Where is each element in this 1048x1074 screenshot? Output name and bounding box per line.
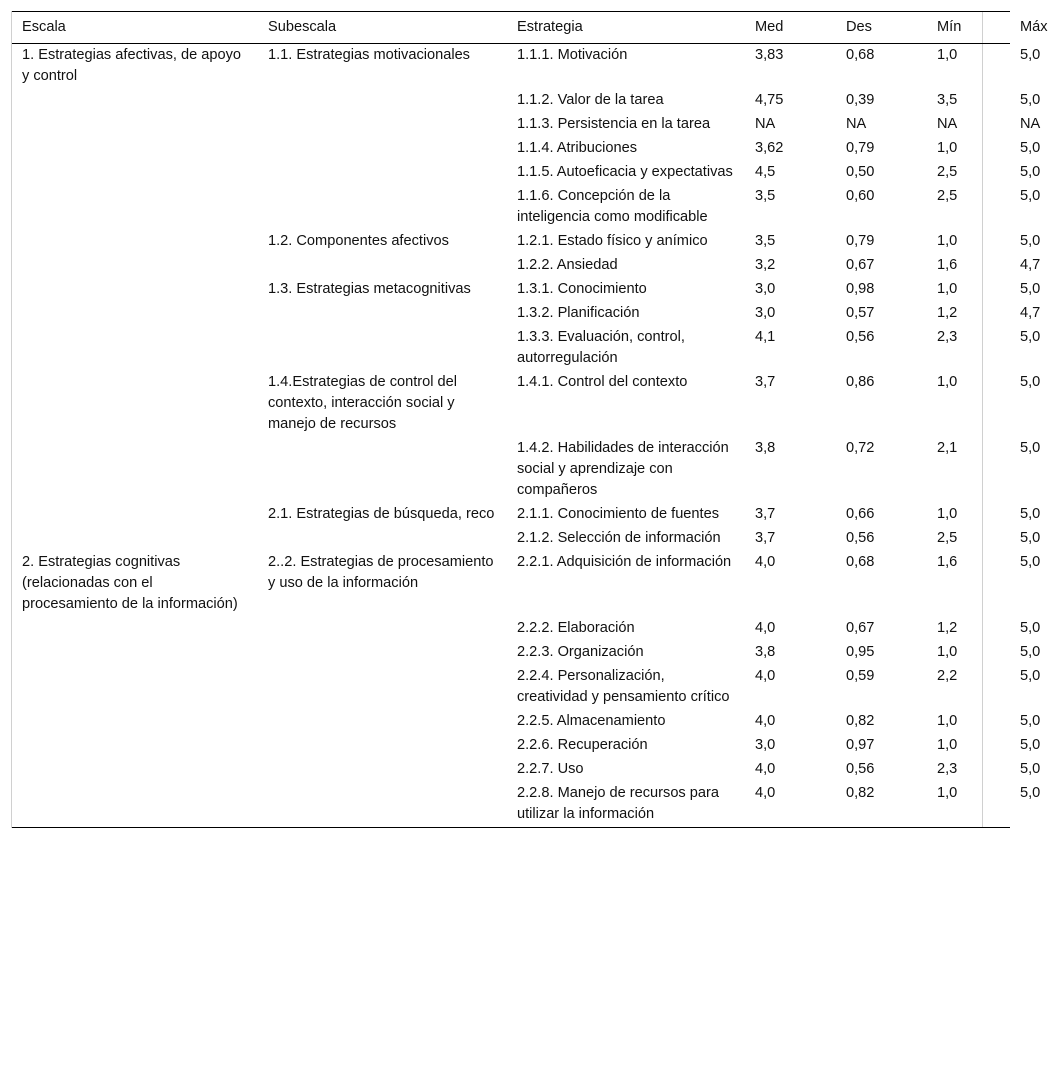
table-body: [12, 44, 1041, 828]
header-estrategia: Estrategia: [507, 12, 745, 44]
cell-med: 3,0: [755, 305, 776, 321]
cell-escala: [12, 301, 258, 325]
table-header: [12, 12, 1048, 44]
cell-escala: [12, 370, 258, 436]
cell-des: NA: [846, 116, 867, 132]
cell-subescala: [258, 526, 507, 550]
cell-min: 2,3: [937, 329, 958, 345]
cell-subescala: [258, 616, 507, 640]
header-min: Mín: [927, 12, 1010, 44]
table-row: 1. Estrategias afectivas, de apoyo y control 1.1. Estrategias motivacionales 1.1.1. Motivación 3,83 0,68 1,0 5,0: [12, 44, 1010, 89]
cell-subescala: 1.1. Estrategias motivacionales: [268, 47, 470, 63]
cell-des: 0,59: [846, 668, 875, 684]
cell-subescala: 1.2. Componentes afectivos: [268, 233, 449, 249]
cell-min: 1,0: [937, 374, 958, 390]
table-row: 1.1.3. Persistencia en la tarea NA NA NA NA: [12, 112, 1010, 136]
cell-min: 2,3: [937, 761, 958, 777]
cell-min: 1,2: [937, 305, 958, 321]
cell-estrategia: 1.1.4. Atribuciones: [517, 140, 638, 156]
cell-escala: [12, 781, 258, 828]
cell-escala: 1. Estrategias afectivas, de apoyo y control: [22, 47, 242, 84]
table-row: 1.2. Componentes afectivos 1.2.1. Estado físico y anímico 3,5 0,79 1,0 5,0: [12, 229, 1010, 253]
cell-min: NA: [937, 116, 958, 132]
table-row: 1.3.2. Planificación 3,0 0,57 1,2 4,7: [12, 301, 1010, 325]
table-row: 2.1.2. Selección de información 3,7 0,56 2,5 5,0: [12, 526, 1010, 550]
cell-des: 0,67: [846, 257, 875, 273]
cell-escala: [12, 757, 258, 781]
cell-escala: [12, 709, 258, 733]
cell-des: 0,50: [846, 164, 875, 180]
cell-subescala: [258, 640, 507, 664]
table-row: 1.2.2. Ansiedad 3,2 0,67 1,6 4,7: [12, 253, 1010, 277]
cell-subescala: [258, 664, 507, 709]
cell-estrategia: 2.2.6. Recuperación: [517, 737, 648, 753]
cell-subescala: [258, 301, 507, 325]
cell-subescala: [258, 709, 507, 733]
cell-med: 4,0: [755, 713, 776, 729]
cell-estrategia: 1.3.2. Planificación: [517, 305, 640, 321]
header-escala: Escala: [12, 12, 258, 44]
cell-min: 2,5: [937, 530, 958, 546]
cell-subescala: [258, 436, 507, 502]
cell-des: 0,86: [846, 374, 875, 390]
cell-estrategia: 1.1.3. Persistencia en la tarea: [517, 116, 711, 132]
cell-min: 2,1: [937, 440, 958, 456]
cell-escala: [12, 664, 258, 709]
cell-escala: [12, 325, 258, 370]
table-row: 2.1. Estrategias de búsqueda, reco 2.1.1. Conocimiento de fuentes 3,7 0,66 1,0 5,0: [12, 502, 1010, 526]
cell-escala: [12, 253, 258, 277]
cell-estrategia: 1.4.2. Habilidades de interacción social y aprendizaje con compañeros: [517, 440, 729, 498]
cell-subescala: [258, 253, 507, 277]
cell-estrategia: 1.4.1. Control del contexto: [517, 374, 688, 390]
cell-des: 0,66: [846, 506, 875, 522]
cell-des: 0,56: [846, 329, 875, 345]
cell-min: 1,2: [937, 620, 958, 636]
cell-des: 0,68: [846, 554, 875, 570]
cell-estrategia: 2.2.3. Organización: [517, 644, 644, 660]
table-row: 2.2.4. Personalización, creatividad y pensamiento crítico 4,0 0,59 2,2 5,0: [12, 664, 1010, 709]
cell-escala: [12, 112, 258, 136]
cell-med: 3,83: [755, 47, 784, 63]
table-row: 1.3.3. Evaluación, control, autorregulación 4,1 0,56 2,3 5,0: [12, 325, 1010, 370]
table-row: 1.1.5. Autoeficacia y expectativas 4,5 0,50 2,5 5,0: [12, 160, 1010, 184]
cell-min: 2,2: [937, 668, 958, 684]
cell-escala: [12, 184, 258, 229]
cell-med: 4,75: [755, 92, 784, 108]
table-row: 1.1.2. Valor de la tarea 4,75 0,39 3,5 5,0: [12, 88, 1010, 112]
cell-med: 3,0: [755, 737, 776, 753]
cell-des: 0,56: [846, 530, 875, 546]
cell-subescala: 1.4.Estrategias de control del contexto, interacción social y manejo de recursos: [268, 374, 458, 432]
cell-des: 0,72: [846, 440, 875, 456]
cell-estrategia: 1.1.1. Motivación: [517, 47, 628, 63]
cell-escala: [12, 526, 258, 550]
cell-min: 1,0: [937, 644, 958, 660]
cell-med: 3,8: [755, 440, 776, 456]
cell-estrategia: 2.2.4. Personalización, creatividad y pensamiento crítico: [517, 668, 730, 705]
cell-escala: [12, 277, 258, 301]
header-row: Escala Subescala Estrategia Med Des Mín Máx: [12, 12, 1010, 44]
cell-med: 4,0: [755, 554, 776, 570]
cell-med: 3,5: [755, 233, 776, 249]
cell-med: 4,5: [755, 164, 776, 180]
table-row: 2.2.6. Recuperación 3,0 0,97 1,0 5,0: [12, 733, 1010, 757]
cell-subescala: [258, 160, 507, 184]
strategies-table: [12, 11, 1048, 828]
cell-escala: [12, 436, 258, 502]
cell-estrategia: 1.1.5. Autoeficacia y expectativas: [517, 164, 733, 180]
cell-min: 1,0: [937, 47, 958, 63]
cell-des: 0,97: [846, 737, 875, 753]
table-row: 2.2.8. Manejo de recursos para utilizar la información 4,0 0,82 1,0 5,0: [12, 781, 1010, 828]
cell-med: 3,7: [755, 530, 776, 546]
cell-subescala: [258, 136, 507, 160]
cell-min: 2,5: [937, 164, 958, 180]
cell-estrategia: 2.1.2. Selección de información: [517, 530, 721, 546]
cell-subescala: [258, 733, 507, 757]
cell-des: 0,82: [846, 713, 875, 729]
cell-estrategia: 2.2.5. Almacenamiento: [517, 713, 666, 729]
cell-med: 3,8: [755, 644, 776, 660]
header-med: Med: [745, 12, 836, 44]
cell-escala: [12, 640, 258, 664]
cell-med: 4,0: [755, 761, 776, 777]
cell-med: 3,5: [755, 188, 776, 204]
cell-des: 0,79: [846, 140, 875, 156]
cell-min: 1,6: [937, 554, 958, 570]
cell-med: 4,0: [755, 620, 776, 636]
cell-escala: [12, 502, 258, 526]
cell-escala: [12, 136, 258, 160]
cell-estrategia: 2.2.7. Uso: [517, 761, 584, 777]
cell-des: 0,60: [846, 188, 875, 204]
cell-estrategia: 1.1.6. Concepción de la inteligencia como modificable: [517, 188, 708, 225]
cell-subescala: 2..2. Estrategias de procesamiento y uso de la información: [268, 554, 494, 591]
cell-med: 4,0: [745, 781, 836, 828]
cell-subescala: [258, 184, 507, 229]
cell-min: 1,6: [937, 257, 958, 273]
cell-min: 2,5: [937, 188, 958, 204]
cell-med: 3,0: [755, 281, 776, 297]
cell-min: 1,0: [937, 140, 958, 156]
table-row: 2.2.5. Almacenamiento 4,0 0,82 1,0 5,0: [12, 709, 1010, 733]
cell-subescala: 2.1. Estrategias de búsqueda, reco: [268, 506, 495, 522]
table-row: 2.2.3. Organización 3,8 0,95 1,0 5,0: [12, 640, 1010, 664]
cell-med: 3,7: [755, 506, 776, 522]
cell-des: 0,57: [846, 305, 875, 321]
cell-subescala: 1.3. Estrategias metacognitivas: [268, 281, 471, 297]
cell-min: 1,0: [937, 506, 958, 522]
cell-med: 4,1: [755, 329, 776, 345]
cell-subescala: [258, 112, 507, 136]
cell-estrategia: 1.2.2. Ansiedad: [517, 257, 618, 273]
cell-med: 4,0: [755, 668, 776, 684]
cell-escala: [12, 229, 258, 253]
cell-subescala: [258, 757, 507, 781]
cell-des: 0,56: [846, 761, 875, 777]
cell-escala: 2. Estrategias cognitivas (relacionadas con el procesamiento de la información): [22, 554, 238, 612]
table-row: 1.4.Estrategias de control del contexto, interacción social y manejo de recursos 1.4.1. Control del contexto 3,7 0,86 1,0 5,0: [12, 370, 1010, 436]
cell-des: 0,98: [846, 281, 875, 297]
cell-subescala: [258, 325, 507, 370]
cell-estrategia: 1.3.1. Conocimiento: [517, 281, 647, 297]
cell-med: 3,2: [755, 257, 776, 273]
cell-min: 1,0: [937, 233, 958, 249]
table-row: 2. Estrategias cognitivas (relacionadas con el procesamiento de la información) 2..2. Estrategias de procesamiento y uso de la información 2.2.1. Adquisición de información 4,0 0,68 1,6 5,0: [12, 550, 1010, 616]
header-subescala: Subescala: [258, 12, 507, 44]
cell-escala: [12, 160, 258, 184]
table-row: 1.1.6. Concepción de la inteligencia como modificable 3,5 0,60 2,5 5,0: [12, 184, 1010, 229]
table-row: 1.1.4. Atribuciones 3,62 0,79 1,0 5,0: [12, 136, 1010, 160]
table-row: 2.2.2. Elaboración 4,0 0,67 1,2 5,0: [12, 616, 1010, 640]
cell-escala: [12, 88, 258, 112]
cell-des: 0,68: [846, 47, 875, 63]
cell-estrategia: 2.1.1. Conocimiento de fuentes: [517, 506, 720, 522]
cell-med: NA: [755, 116, 776, 132]
cell-estrategia: 1.1.2. Valor de la tarea: [517, 92, 664, 108]
cell-estrategia: 2.2.1. Adquisición de información: [517, 554, 732, 570]
cell-estrategia: 1.2.1. Estado físico y anímico: [517, 233, 708, 249]
cell-escala: [12, 733, 258, 757]
cell-estrategia: 1.3.3. Evaluación, control, autorregulación: [517, 329, 685, 366]
cell-estrategia: 2.2.8. Manejo de recursos para utilizar la información: [507, 781, 745, 828]
cell-min: 3,5: [937, 92, 958, 108]
cell-des: 0,79: [846, 233, 875, 249]
cell-des: 0,95: [846, 644, 875, 660]
table-row: 1.4.2. Habilidades de interacción social y aprendizaje con compañeros 3,8 0,72 2,1 5,0: [12, 436, 1010, 502]
table-row: 1.3. Estrategias metacognitivas 1.3.1. Conocimiento 3,0 0,98 1,0 5,0: [12, 277, 1010, 301]
table-container: [11, 11, 1048, 828]
cell-subescala: [258, 88, 507, 112]
cell-med: 3,7: [755, 374, 776, 390]
cell-des: 0,39: [846, 92, 875, 108]
cell-min: 1,0: [937, 281, 958, 297]
cell-estrategia: 2.2.2. Elaboración: [517, 620, 635, 636]
header-des: Des: [836, 12, 927, 44]
cell-med: 3,62: [755, 140, 784, 156]
table-row: 2.2.7. Uso 4,0 0,56 2,3 5,0: [12, 757, 1010, 781]
cell-min: 1,0: [937, 713, 958, 729]
cell-subescala: [258, 781, 507, 828]
cell-des: 0,67: [846, 620, 875, 636]
cell-min: 1,0: [927, 781, 1010, 828]
cell-des: 0,82: [836, 781, 927, 828]
cell-min: 1,0: [937, 737, 958, 753]
cell-escala: [12, 616, 258, 640]
